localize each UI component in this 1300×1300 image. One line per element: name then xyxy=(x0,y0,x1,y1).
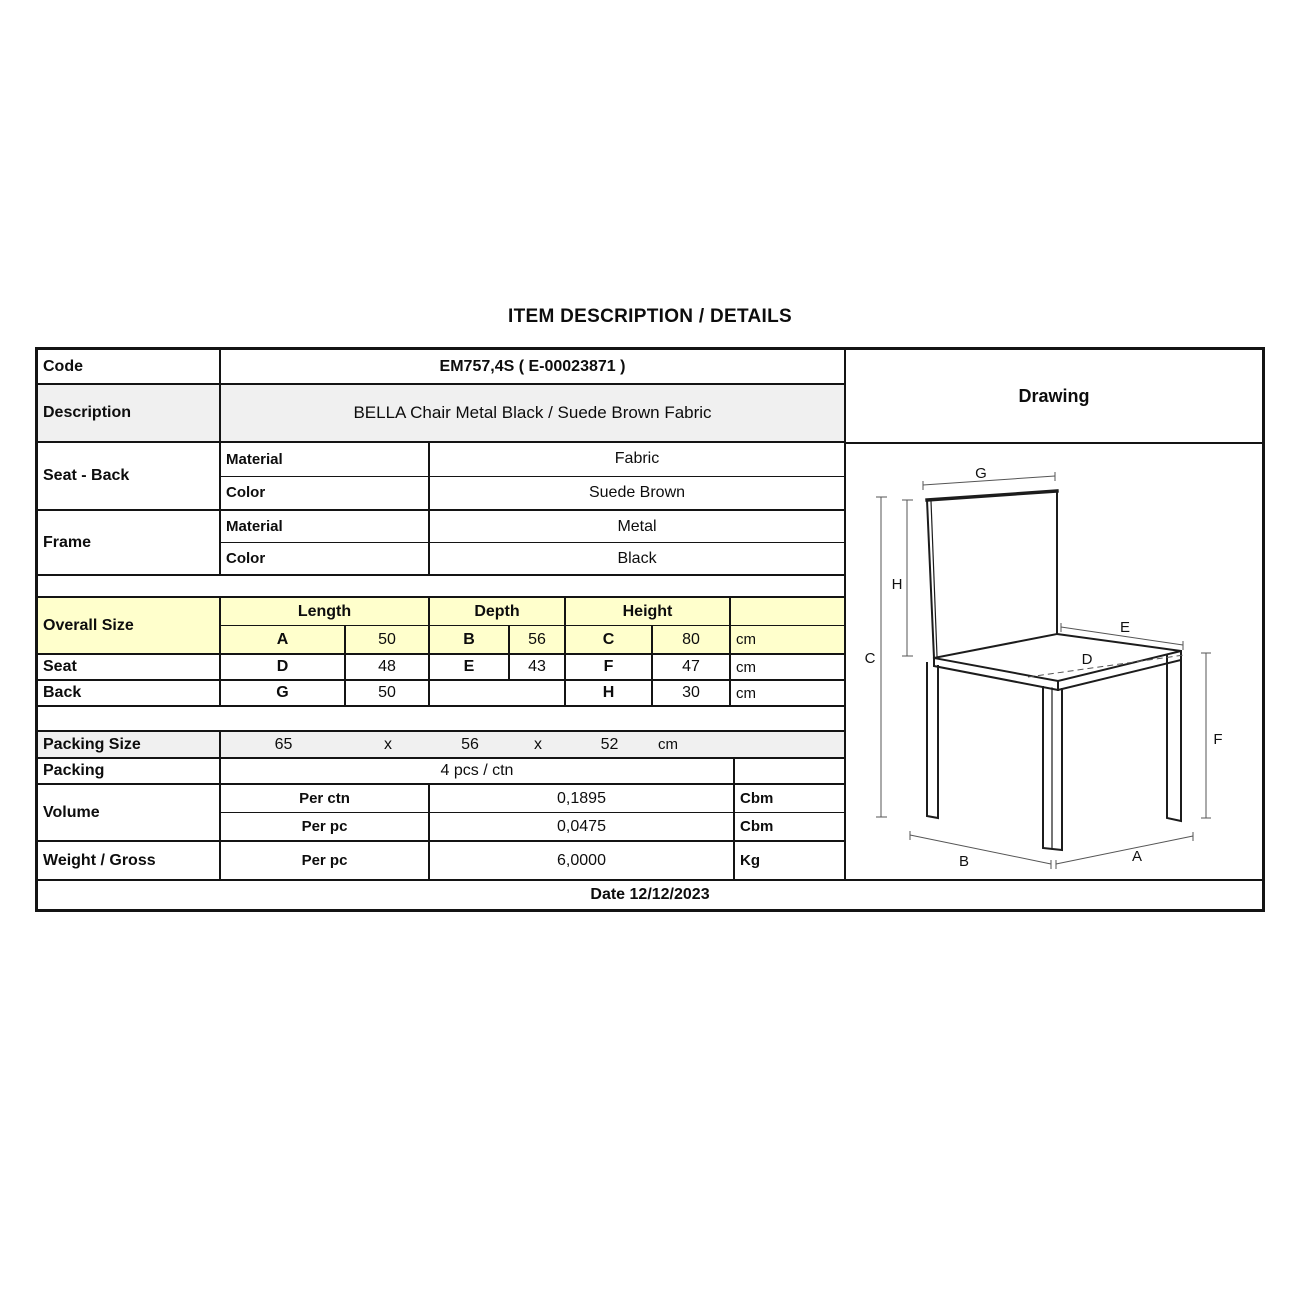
packing-size-x1: x xyxy=(384,735,392,753)
weight-value: 6,0000 xyxy=(430,842,735,879)
packing-value: 4 pcs / ctn xyxy=(221,759,735,783)
description-row xyxy=(38,385,844,443)
seat-back-color-label: Color xyxy=(221,477,430,510)
dim-f-key: F xyxy=(566,655,653,679)
drawing-header: Drawing xyxy=(846,350,1262,444)
code-row xyxy=(38,350,844,385)
seat-dims-unit: cm xyxy=(736,658,756,676)
col-header-empty xyxy=(731,598,844,625)
dim-c-key: C xyxy=(566,626,653,653)
packing-empty xyxy=(735,759,844,783)
dim-e-value: 43 xyxy=(510,655,566,679)
packing-size-empty xyxy=(731,732,844,757)
dim-b-key: B xyxy=(430,626,510,653)
col-header-depth: Depth xyxy=(430,598,566,625)
drawing-column xyxy=(844,350,1262,879)
drawing-dim-f: F xyxy=(1213,731,1223,748)
packing-size-unit: cm xyxy=(658,736,678,753)
packing-size-row xyxy=(38,732,844,759)
packing-size-x2: x xyxy=(534,735,542,753)
drawing-dim-a: A xyxy=(1131,848,1143,865)
drawing-dim-c: C xyxy=(864,650,876,667)
seat-back-material-value: Fabric xyxy=(614,450,660,468)
spec-columns-left xyxy=(38,350,844,879)
drawing-dim-e: E xyxy=(1119,619,1131,636)
dim-c-value: 80 xyxy=(653,626,731,653)
back-dims-unit: cm xyxy=(736,684,756,702)
drawing-dim-h: H xyxy=(891,576,903,593)
code-label: Code xyxy=(38,350,221,383)
overall-size-section xyxy=(38,598,844,655)
volume-label: Volume xyxy=(38,785,221,840)
seat-dims-row xyxy=(38,655,844,681)
packing-size-v1: 65 xyxy=(274,735,293,753)
spacer-cell xyxy=(38,707,844,730)
back-dims-empty xyxy=(430,681,566,705)
col-header-height: Height xyxy=(566,598,731,625)
col-header-length: Length xyxy=(221,598,430,625)
dim-e-key: E xyxy=(430,655,510,679)
dim-h-key: H xyxy=(566,681,653,705)
dim-a-value: 50 xyxy=(346,626,430,653)
packing-label: Packing xyxy=(38,759,221,783)
chair-drawing xyxy=(846,444,1262,879)
spec-table xyxy=(35,347,1265,912)
drawing-dim-g: G xyxy=(975,465,987,482)
spacer-row-1 xyxy=(38,576,844,598)
seat-dims-label: Seat xyxy=(38,655,221,679)
dim-b-value: 56 xyxy=(510,626,566,653)
overall-size-unit: cm xyxy=(736,631,756,648)
seat-back-section xyxy=(38,443,844,511)
dim-h-value: 30 xyxy=(653,681,731,705)
overall-size-label: Overall Size xyxy=(38,598,221,653)
code-value: EM757,4S ( E-00023871 ) xyxy=(439,357,626,375)
frame-label: Frame xyxy=(38,511,221,574)
volume-per-ctn-unit: Cbm xyxy=(740,790,774,807)
frame-section xyxy=(38,511,844,576)
description-value: BELLA Chair Metal Black / Suede Brown Fabric xyxy=(353,403,712,422)
weight-row xyxy=(38,842,844,879)
date-row xyxy=(38,879,1262,909)
dim-f-value: 47 xyxy=(653,655,731,679)
dim-a-key: A xyxy=(221,626,346,653)
drawing-dim-d: D xyxy=(1081,651,1093,668)
dim-d-key: D xyxy=(221,655,346,679)
packing-size-v3: 52 xyxy=(600,735,619,753)
description-label: Description xyxy=(38,385,221,441)
page-title: ITEM DESCRIPTION / DETAILS xyxy=(507,306,792,327)
volume-per-ctn-value: 0,1895 xyxy=(430,785,735,812)
frame-material-label: Material xyxy=(221,511,430,542)
weight-per-pc-label: Per pc xyxy=(221,842,430,879)
volume-per-pc-unit: Cbm xyxy=(740,818,774,835)
seat-back-label: Seat - Back xyxy=(38,443,221,509)
drawing-area xyxy=(846,444,1262,879)
spacer-cell xyxy=(38,576,844,596)
drawing-dim-b: B xyxy=(958,853,970,870)
dim-g-value: 50 xyxy=(346,681,430,705)
frame-material-value: Metal xyxy=(617,517,657,535)
spacer-row-2 xyxy=(38,707,844,732)
back-dims-label: Back xyxy=(38,681,221,705)
volume-per-pc-value: 0,0475 xyxy=(430,813,735,840)
seat-back-color-value: Suede Brown xyxy=(588,483,686,501)
seat-back-material-label: Material xyxy=(221,443,430,476)
volume-per-ctn-label: Per ctn xyxy=(221,785,430,812)
spec-table-main xyxy=(38,350,1262,879)
date-value: Date 12/12/2023 xyxy=(590,886,710,903)
weight-unit: Kg xyxy=(740,852,760,869)
back-dims-row xyxy=(38,681,844,707)
frame-color-label: Color xyxy=(221,543,430,574)
dim-g-key: G xyxy=(221,681,346,705)
frame-color-value: Black xyxy=(617,549,657,567)
volume-section xyxy=(38,785,844,842)
packing-size-v2: 56 xyxy=(461,735,479,753)
volume-per-pc-label: Per pc xyxy=(221,813,430,840)
dim-d-value: 48 xyxy=(346,655,430,679)
packing-row xyxy=(38,759,844,785)
weight-label: Weight / Gross xyxy=(38,842,221,879)
packing-size-label: Packing Size xyxy=(38,732,221,757)
